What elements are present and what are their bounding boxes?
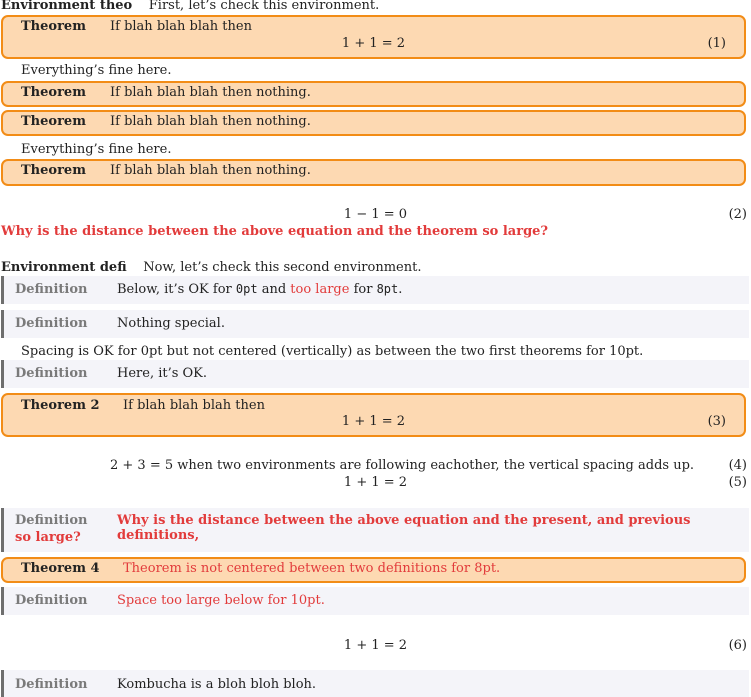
definition-box-1 xyxy=(1,276,749,304)
display-equation: 2 + 3 = 5 when two environments are following eachother, the vertical spacing adds up. xyxy=(110,458,695,473)
definition-box-4 xyxy=(1,508,749,552)
theorem-equation: 1 + 1 = 2 xyxy=(341,36,406,51)
definition-body-line-1: Why is the distance between the above equation and the present, and previous definitions, xyxy=(117,513,691,543)
theorem-body: If blah blah blah then nothing. xyxy=(110,114,311,129)
env-theo-line xyxy=(1,0,379,13)
theorem-box-4 xyxy=(1,159,746,186)
definition-head: Definition xyxy=(15,593,88,608)
definition-box-6 xyxy=(1,670,749,697)
text-run: Below, it’s OK for xyxy=(117,282,236,297)
definition-head: Definition xyxy=(15,366,88,381)
theorem-box-6 xyxy=(1,557,746,583)
definition-head: Definition xyxy=(15,513,88,528)
theorem-head: Theorem xyxy=(21,163,86,178)
question-text: Why is the distance between the above equation and the theorem so large? xyxy=(1,224,549,239)
theorem-head: Theorem xyxy=(21,114,86,129)
env-defi-label: Environment defi xyxy=(1,260,127,275)
definition-head: Definition xyxy=(15,316,88,331)
equation-number: (6) xyxy=(728,638,747,653)
equation-number: (2) xyxy=(728,207,747,222)
theorem-box-5 xyxy=(1,393,746,437)
display-equation: 1 − 1 = 0 xyxy=(343,207,408,222)
equation-number: (4) xyxy=(728,458,747,473)
display-equation: 1 + 1 = 2 xyxy=(343,475,408,490)
text-run: and xyxy=(257,282,291,297)
definition-head: Definition xyxy=(15,677,88,692)
env-theo-intro: First, let’s check this environment. xyxy=(148,0,380,13)
definition-box-2 xyxy=(1,310,749,338)
theorem-body: If blah blah blah then xyxy=(123,398,265,413)
theorem-body: If blah blah blah then nothing. xyxy=(110,85,311,100)
code-run: 0pt xyxy=(235,282,258,296)
theorem-body: If blah blah blah then xyxy=(110,19,252,34)
theorem-box-1 xyxy=(1,15,746,59)
definition-head: Definition xyxy=(15,282,88,297)
theorem-head: Theorem xyxy=(21,19,86,34)
definition-body: Space too large below for 10pt. xyxy=(117,593,325,608)
definition-body: Kombucha is a bloh bloh bloh. xyxy=(117,677,317,692)
red-text-run: too large xyxy=(290,282,350,297)
paragraph: Everything’s fine here. xyxy=(21,63,172,78)
code-run: 8pt xyxy=(376,282,399,296)
theorem-body: Theorem is not centered between two definitions for 8pt. xyxy=(123,561,501,576)
theorem-head: Theorem xyxy=(21,85,86,100)
paragraph: Spacing is OK for 0pt but not centered (vertically) as between the two first theorems for 10pt. xyxy=(21,344,644,359)
text-run: . xyxy=(398,282,403,297)
theorem-equation: 1 + 1 = 2 xyxy=(341,414,406,429)
theorem-head: Theorem 4 xyxy=(21,561,100,576)
env-defi-line xyxy=(1,260,421,275)
paragraph: Everything’s fine here. xyxy=(21,142,172,157)
definition-body: Nothing special. xyxy=(117,316,225,331)
theorem-body: If blah blah blah then nothing. xyxy=(110,163,311,178)
definition-body xyxy=(117,282,402,297)
equation-number: (3) xyxy=(707,414,726,429)
equation-number: (5) xyxy=(728,475,747,490)
display-equation: 1 + 1 = 2 xyxy=(343,638,408,653)
theorem-head: Theorem 2 xyxy=(21,398,100,413)
definition-body: Here, it’s OK. xyxy=(117,366,208,381)
env-defi-intro: Now, let’s check this second environment. xyxy=(143,260,422,275)
theorem-box-3 xyxy=(1,110,746,136)
env-theo-label: Environment theo xyxy=(1,0,133,13)
text-run: for xyxy=(349,282,377,297)
definition-box-3 xyxy=(1,360,749,388)
definition-body-line-2: so large? xyxy=(15,530,81,545)
theorem-box-2 xyxy=(1,81,746,107)
equation-number: (1) xyxy=(707,36,726,51)
definition-box-5 xyxy=(1,587,749,615)
